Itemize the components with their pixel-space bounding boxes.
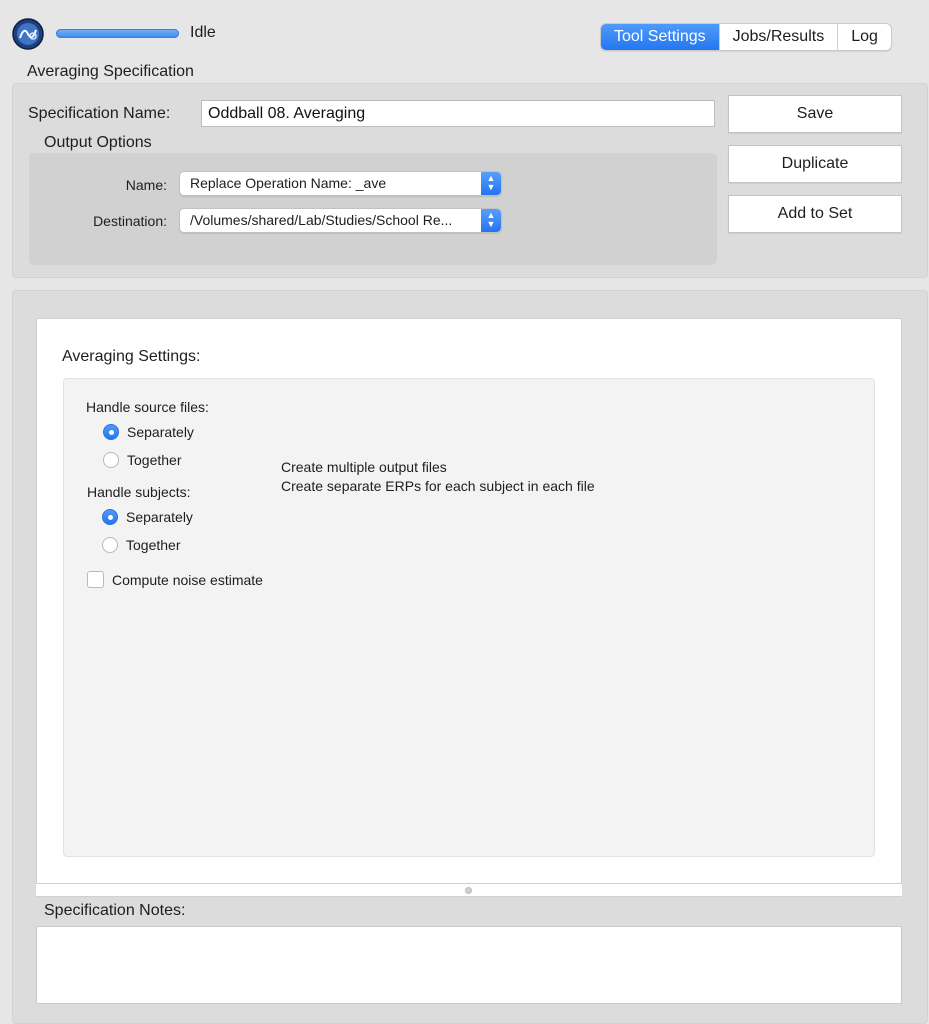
radio-selected-icon	[102, 509, 118, 525]
source-files-label: Handle source files:	[86, 399, 209, 415]
destination-select[interactable]	[179, 208, 502, 233]
tab-log[interactable]: Log	[837, 24, 891, 50]
description-line-2: Create separate ERPs for each subject in each file	[281, 478, 595, 494]
checkbox-label: Compute noise estimate	[112, 571, 263, 588]
radio-selected-icon	[103, 424, 119, 440]
duplicate-button[interactable]: Duplicate	[728, 145, 902, 183]
compute-noise-checkbox[interactable]	[87, 571, 263, 588]
output-name-label: Name:	[125, 177, 167, 193]
view-tabs	[600, 23, 892, 51]
spec-group-title: Averaging Specification	[27, 63, 194, 80]
radio-label: Together	[127, 452, 182, 468]
checkbox-icon	[87, 571, 104, 588]
progress-bar	[56, 29, 179, 38]
add-to-set-button[interactable]: Add to Set	[728, 195, 902, 233]
destination-value: /Volumes/shared/Lab/Studies/School Re...	[190, 212, 453, 228]
output-options-title: Output Options	[44, 134, 152, 151]
description-line-1: Create multiple output files	[281, 459, 447, 475]
source-together-radio[interactable]	[103, 452, 181, 468]
spec-notes-title: Specification Notes:	[44, 902, 186, 919]
chevron-up-down-icon: ▲ ▼	[481, 172, 501, 195]
splitter-handle-icon[interactable]	[465, 887, 472, 894]
radio-label: Separately	[126, 509, 193, 525]
output-name-value: Replace Operation Name: _ave	[190, 175, 387, 191]
output-name-select[interactable]	[179, 171, 502, 196]
subjects-together-radio[interactable]	[102, 537, 180, 553]
chevron-up-down-icon: ▲ ▼	[481, 209, 501, 232]
averaging-settings-title: Averaging Settings:	[62, 348, 201, 365]
destination-label: Destination:	[93, 213, 167, 229]
radio-unselected-icon	[103, 452, 119, 468]
tab-tool-settings[interactable]: Tool Settings	[601, 24, 719, 50]
spec-name-input[interactable]: Oddball 08. Averaging	[201, 100, 715, 127]
app-logo-icon	[12, 18, 44, 50]
subjects-separately-radio[interactable]	[102, 509, 193, 525]
spec-name-label: Specification Name:	[28, 105, 171, 122]
source-separately-radio[interactable]	[103, 424, 194, 440]
averaging-settings-box	[63, 378, 875, 857]
radio-unselected-icon	[102, 537, 118, 553]
status-text: Idle	[190, 24, 216, 41]
subjects-label: Handle subjects:	[87, 484, 191, 500]
radio-label: Together	[126, 537, 181, 553]
radio-label: Separately	[127, 424, 194, 440]
spec-notes-textarea[interactable]	[36, 926, 902, 1004]
save-button[interactable]: Save	[728, 95, 902, 133]
tab-jobs-results[interactable]: Jobs/Results	[719, 24, 838, 50]
